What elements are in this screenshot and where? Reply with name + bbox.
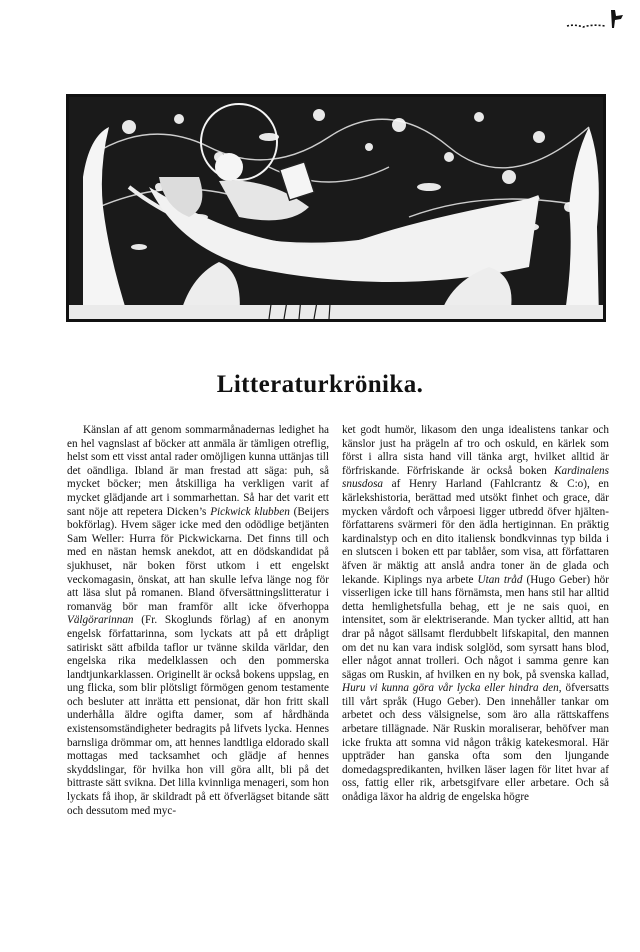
left-paragraph: [67, 424, 329, 818]
book-title-utan-trad: Utan tråd: [477, 573, 523, 586]
right-text-3: (Hugo Geber) hör visserligen icke till hans förnämsta, men hans stil har alltid detta hemlighetsfulla behag, ett je ne sais quoi, en intensitet, som är elektriserande. Man tycker alltid, att han drar på något sällsamt flerdubbelt lifskapital, den mannen om det nu kan vara indisk solglöd, som syrsatt hans blod, eller något annat trolleri. Och något i samma genre kan sägas om Ruskin, af hvilken en ny bok, på svenska kallad,: [342, 573, 609, 681]
right-text-1: ket godt humör, likasom den unga idealistens tankar och känslor just ha prägeln af tro och oskuld, en kärlek som först i allra sista hand vill tänka argt, hvilket alltid är förfriskande. Förfriskande är också boken: [342, 424, 609, 477]
right-text-2: af Henry Harland (Fahlcrantz & C:o), en kärlekshistoria, berättad med utsökt finhet och grace, där mycken vårdoft och vårpoesi ligger utbredd öfver hjälten-författarens svärmeri för den ädla hertiginnan. En präktig kardinalstyp och en dito italiensk bondkvinnas typ bilda i en slutscen i boken ett par tablåer, som visa, att författaren äfven är mäktig att anslå andra toner än de glada och lekande. Kiplings nya arbete: [342, 478, 609, 586]
right-text-4: , öfversatts till vårt språk (Hugo Geber). Den innehåller tankar om arbetet och dess välsignelse, som äro alla rättskaffens arbetare tillägnade. När Ruskin moraliserar, behöfver man icke frukta att somna vid någon tråkig katekesmoral. Här uppträder han ganska ofta som den ljungande domedagspredikanten, hvilken läser lagen för litet hvar af oss, fattig eller rik, arbetsgifvare eller arbetare. Och så onådiga läxor ha aldrig de engelska högre: [342, 682, 609, 804]
book-title-pickwick: Pickwick klubben: [210, 505, 290, 518]
right-paragraph: [342, 424, 609, 805]
column-left: [67, 424, 329, 818]
left-text-1: Känslan af att genom sommarmånadernas ledighet ha en hel vagnslast af böcker att anmäla är tämligen otreflig, helst som ett visst antal rader omöjligen kunna uttänjas till det oändliga. Ibland är man frestad att säga: puh, så mycket böcker; men åtskilliga ha verkligen varit af mycket glädjande art i sommarhettan. Så har det varit ett sant nöje att repetera Dicken’s: [67, 424, 329, 518]
column-right: [342, 424, 609, 805]
header-illustration: [66, 94, 606, 322]
book-title-valgorarinnan: Välgörarinnan: [67, 614, 134, 627]
left-text-2: (Beijers bokförlag). Hvem säger icke med den odödlige betjänten Sam Weller: Hurra för Pickwickarna. Det finns till och med en nästan hemsk anekdot, att en dödskandidat på sjukhuset, när boken först utkom i ett engelskt veckomagasin, önskat, att han skulle lefva länge nog för att läsa slut på romanen. Bland öfversättningslitteratur i romanväg bör man framför allt icke öfverhoppa: [67, 505, 330, 613]
book-title-kardinalens: Kardinalens snusdosa: [342, 464, 609, 491]
article-title: Litteraturkrönika.: [216, 371, 424, 398]
left-text-3: (Fr. Skoglunds förlag) af en anonym engelsk författarinna, som lyckats att på ett dråpligt satiriskt sätt afbilda taflor ur tvänne skilda världar, den engelska rika medelklassen och den pommerska landtjunkarklassen. Originellt är också bokens uppslag, en ung flicka, som blir plötsligt förmögen genom testamente och besluter att inrätta ett pensionat, där hon fritt skall underhålla äldre ogifta damer, som af hårdhända existensomständigheter bedragits på lifvets lycka. Hennes barnsliga drömmar om, att hennes landtliga eldorado skall mottagas med tacksamhet och glädje af hennes skyddslingar, för hvilka hon vill göra allt, bli på det bittraste sätt svikna. Det lilla kvinnliga menageri, som hon lyckats få ihop, är skildradt på ett öfverlägset bitande sätt och dessutom med myc-: [67, 614, 329, 817]
book-title-ruskin: Huru vi kunna göra vår lycka eller hindra den: [342, 682, 559, 695]
page-corner-mark: [565, 6, 627, 32]
